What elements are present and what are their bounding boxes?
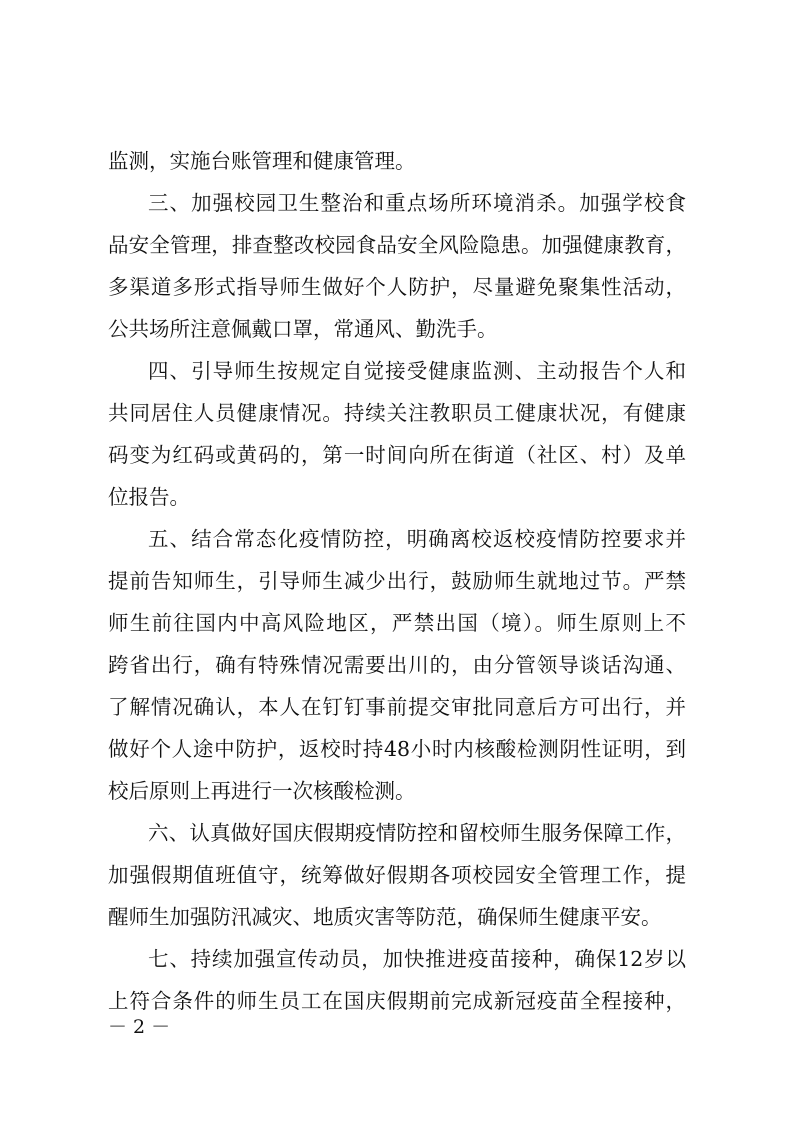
- text-line: 码变为红码或黄码的，第一时间向所在街道（社区、村）及单: [108, 443, 686, 467]
- text-line: 上符合条件的师生员工在国庆假期前完成新冠疫苗全程接种，: [108, 989, 686, 1013]
- text-line: 多渠道多形式指导师生做好个人防护，尽量避免聚集性活动，: [108, 275, 686, 299]
- text-line: 位报告。: [108, 485, 190, 509]
- text-line: 五、结合常态化疫情防控，明确离校返校疫情防控要求并: [148, 527, 686, 551]
- text-line: 六、认真做好国庆假期疫情防控和留校师生服务保障工作，: [148, 821, 686, 845]
- text-line: 三、加强校园卫生整治和重点场所环境消杀。加强学校食: [148, 191, 686, 215]
- text-line: 跨省出行，确有特殊情况需要出川的，由分管领导谈话沟通、: [108, 653, 686, 677]
- text-line: 师生前往国内中高风险地区，严禁出国（境）。师生原则上不: [108, 611, 686, 635]
- text-line: 加强假期值班值守，统筹做好假期各项校园安全管理工作，提: [108, 863, 686, 887]
- text-line: 品安全管理，排查整改校园食品安全风险隐患。加强健康教育，: [108, 233, 686, 257]
- text-line: 做好个人途中防护，返校时持48小时内核酸检测阴性证明，到: [108, 737, 686, 761]
- text-line: 醒师生加强防汛减灾、地质灾害等防范，确保师生健康平安。: [108, 905, 662, 929]
- text-line: 提前告知师生，引导师生减少出行，鼓励师生就地过节。严禁: [108, 569, 686, 593]
- page-number: － 2 －: [108, 1016, 171, 1038]
- text-line: 公共场所注意佩戴口罩，常通风、勤洗手。: [108, 317, 498, 341]
- text-line: 了解情况确认，本人在钉钉事前提交审批同意后方可出行，并: [108, 695, 686, 719]
- text-line: 七、持续加强宣传动员，加快推进疫苗接种，确保12岁以: [148, 947, 686, 971]
- text-line: 监测，实施台账管理和健康管理。: [108, 149, 416, 173]
- text-line: 四、引导师生按规定自觉接受健康监测、主动报告个人和: [148, 359, 686, 383]
- text-line: 共同居住人员健康情况。持续关注教职员工健康状况，有健康: [108, 401, 686, 425]
- text-line: 校后原则上再进行一次核酸检测。: [108, 779, 416, 803]
